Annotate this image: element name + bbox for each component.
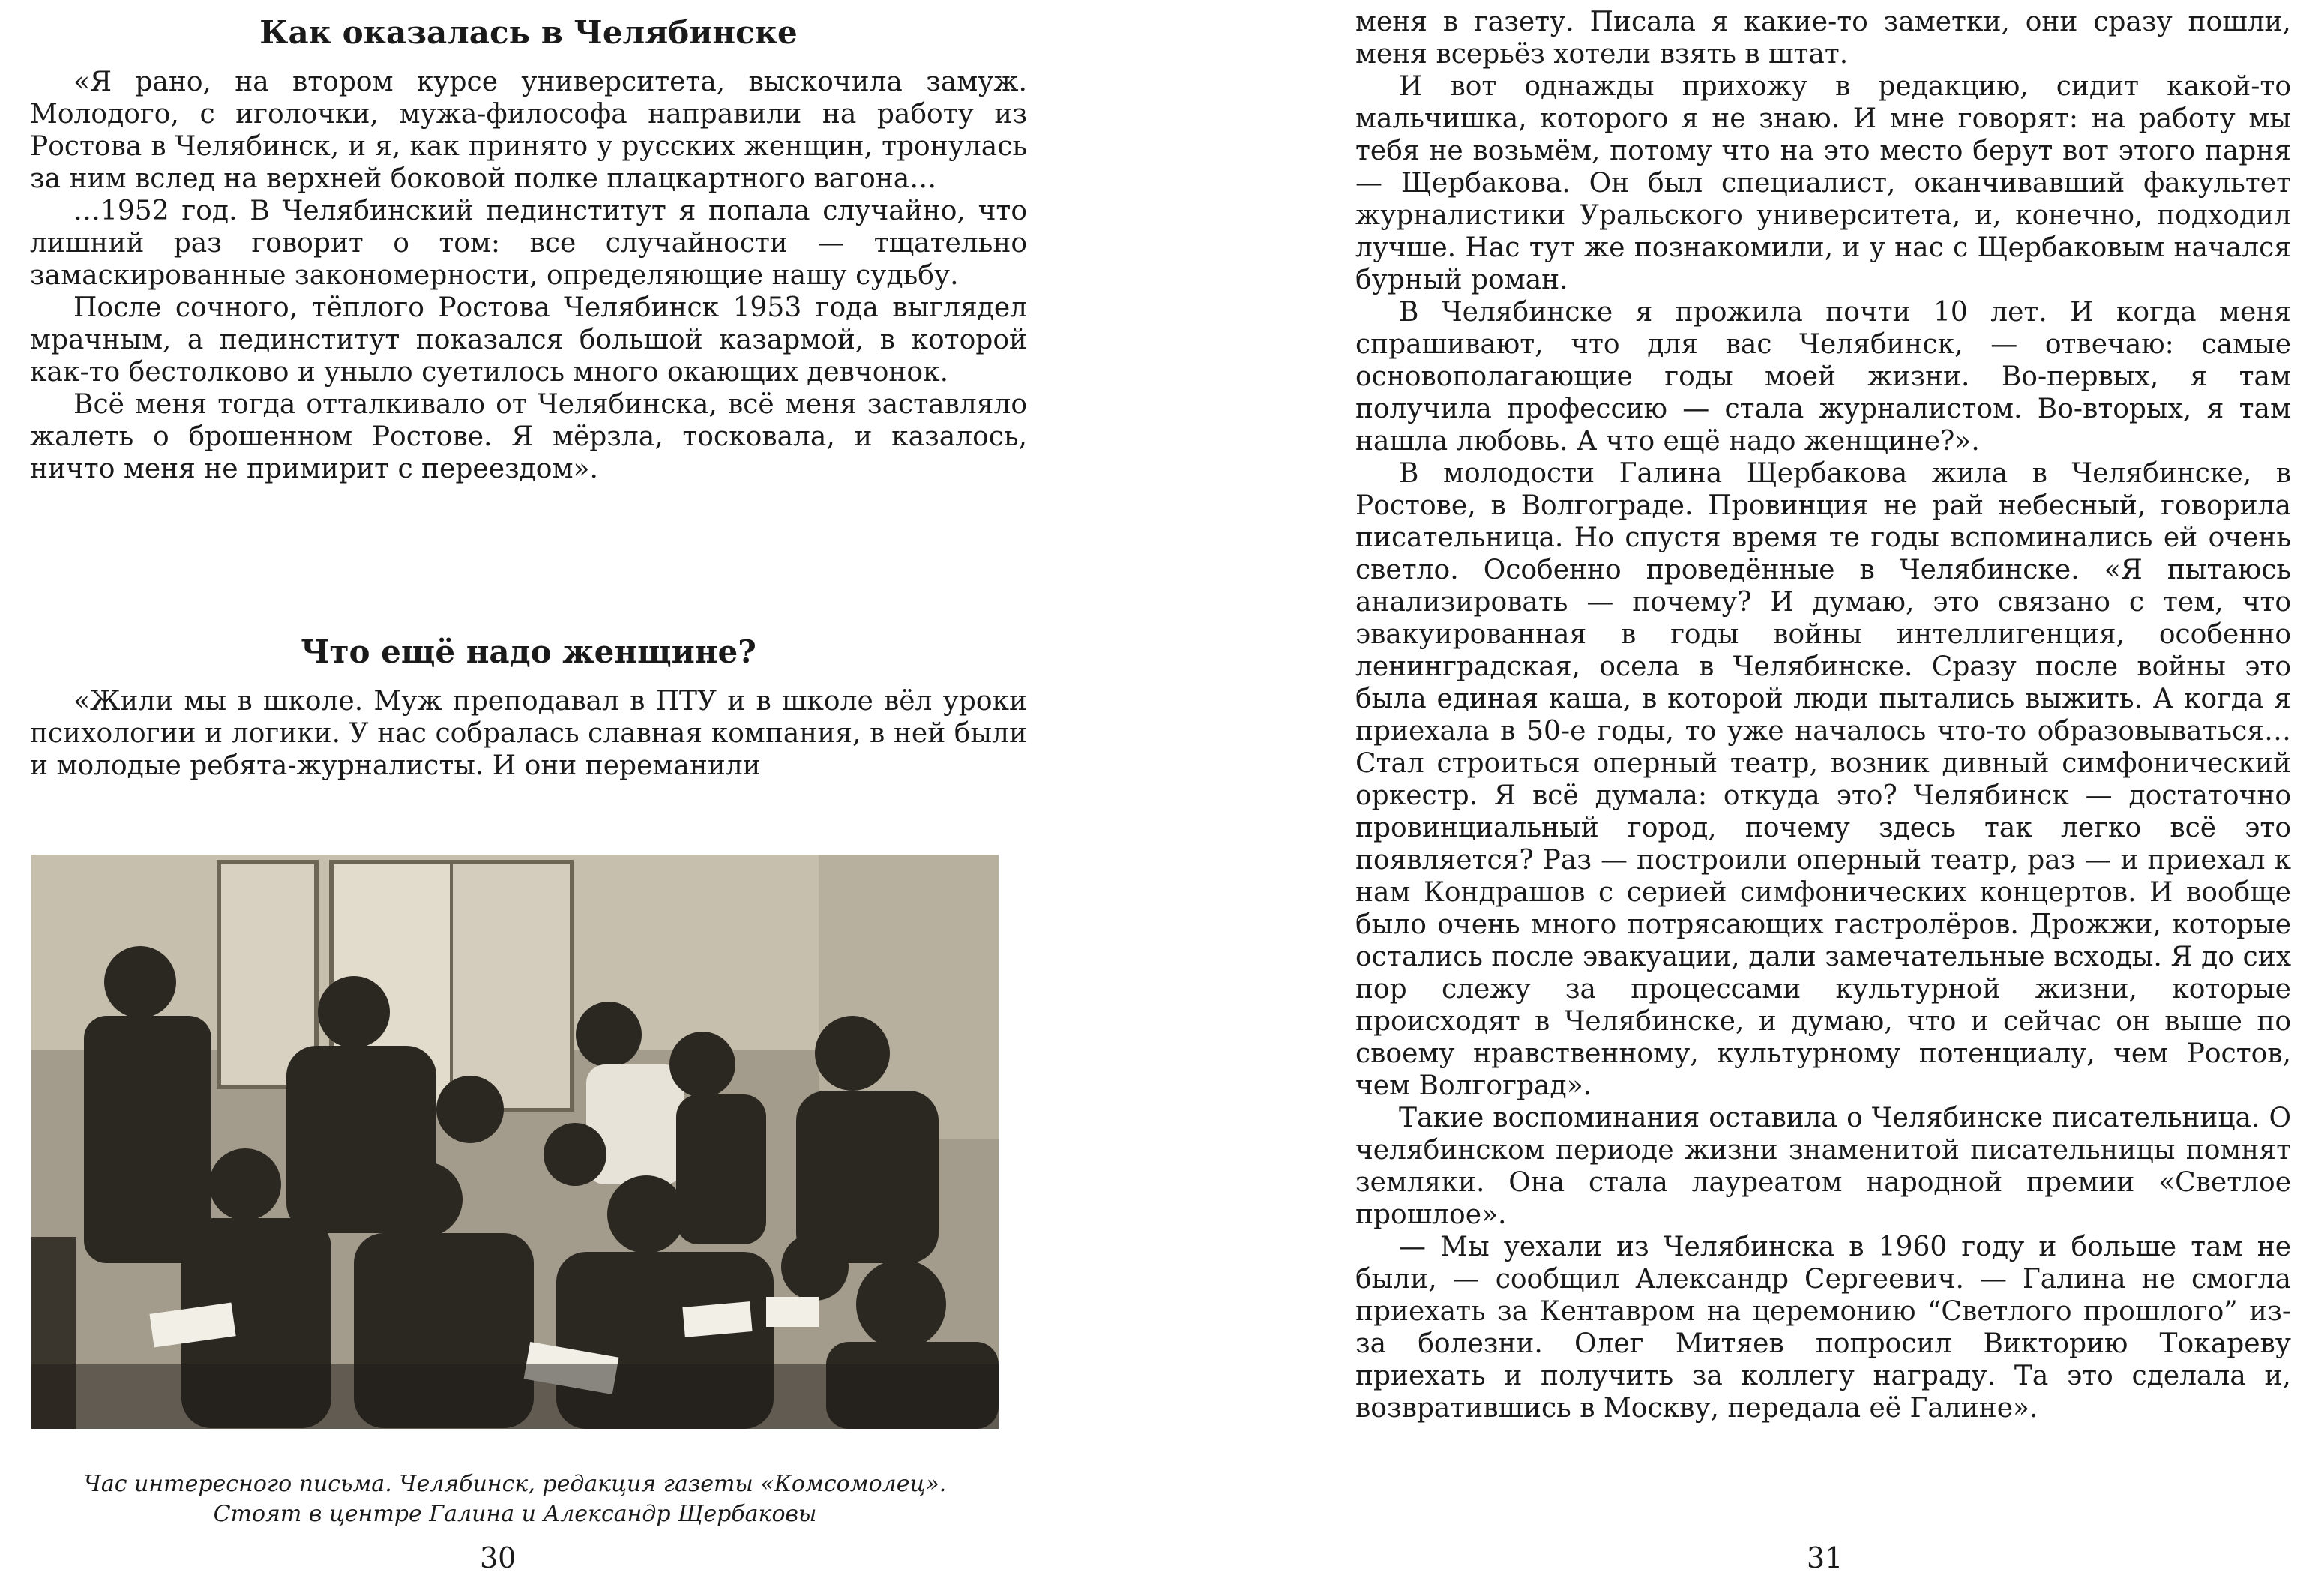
section-1-text xyxy=(30,66,1027,485)
paragraph: Всё меня тогда отталкивало от Челябинска, всё меня заставляло жалеть о брошенном Ростове. Я мёрзла, тосковала, и казалось, ничто меня не примирит с переездом». xyxy=(30,389,1027,484)
paragraph: «Жили мы в школе. Муж преподавал в ПТУ и в школе вёл уроки психологии и логики. У нас собралась славная компания, в ней были и молодые ребята-журналисты. И они переманили xyxy=(30,686,1027,781)
paragraph: «Я рано, на втором курсе университета, выскочила замуж. Молодого, с иголочки, мужа-философа направили на работу из Ростова в Челябинск, и я, как принято у русских женщин, тронулась за ним вслед на верхней боковой полке плацкартного вагона… xyxy=(30,67,1027,194)
section-heading-2: Что ещё надо женщине? xyxy=(301,633,756,670)
photo-caption xyxy=(31,1469,999,1529)
paragraph: …1952 год. В Челябинский пединститут я попала случайно, что лишний раз говорит о том: все случайности — тщательно замаскированные закономерности, определяющие нашу судьбу. xyxy=(30,196,1027,291)
caption-line-1: Час интересного письма. Челябинск, редакция газеты «Комсомолец». xyxy=(83,1471,947,1497)
right-page-text xyxy=(1355,6,2291,1424)
page-number-left: 30 xyxy=(480,1541,517,1574)
section-2-text xyxy=(30,685,1027,782)
newsroom-photo xyxy=(31,855,999,1429)
paragraph: меня в газету. Писала я какие-то заметки, они сразу пошли, меня всерьёз хотели взять в штат. xyxy=(1355,7,2291,70)
paragraph: — Мы уехали из Челябинска в 1960 году и больше там не были, — сообщил Александр Сергеевич. — Галина не смогла приехать за Кентавром на церемонию “Светлого прошлого” из-за болезни. Олег Митяев попросил Викторию Токареву приехать и получить за коллегу награду. Та это сделала и, возвратившись в Москву, передала её Галине». xyxy=(1355,1232,2291,1424)
paragraph: В молодости Галина Щербакова жила в Челябинске, в Ростове, в Волгограде. Провинция не рай небесный, говорила писательница. Но спустя время те годы вспоминались ей очень светло. Особенно проведённые в Челябинске. «Я пытаюсь анализировать — почему? И думаю, это связано с тем, что эвакуированная в годы войны интеллигенция, особенно ленинградская, осела в Челябинске. Сразу после войны это была единая каша, в которой люди пытались выжить. А когда я приехала в 50-е годы, то уже началось что-то образовываться… Стал строиться оперный театр, возник дивный симфонический оркестр. Я всё думала: откуда это? Челябинск — достаточно провинциальный город, почему здесь так легко всё это появляется? Раз — построили оперный театр, раз — и приехал к нам Кондрашов с серией симфонических концертов. И вообще было очень много потрясающих гастролёров. Дрожжи, которые остались после эвакуации, дали замечательные всходы. Я до сих пор слежу за процессами культурной жизни, которые происходят в Челябинске, и думаю, что и сейчас он выше по своему нравственному, культурному потенциалу, чем Ростов, чем Волгоград». xyxy=(1355,458,2291,1101)
right-page xyxy=(1162,0,2324,1593)
paragraph: После сочного, тёплого Ростова Челябинск 1953 года выглядел мрачным, а пединститут показался большой казармой, в которой как-то бестолково и уныло суетилось много окающих девчонок. xyxy=(30,292,1027,388)
page-number-right: 31 xyxy=(1807,1541,1843,1574)
paragraph: Такие воспоминания оставила о Челябинске писательница. О челябинском периоде жизни знаменитой писательницы помнят земляки. Она стала лауреатом народной премии «Светлое прошлое». xyxy=(1355,1103,2291,1230)
caption-line-2: Стоят в центре Галина и Александр Щербаковы xyxy=(213,1501,817,1527)
photo-illustration xyxy=(31,855,999,1429)
paragraph: И вот однажды прихожу в редакцию, сидит какой-то мальчишка, которого я не знаю. И мне говорят: на работу мы тебя не возьмём, потому что на это место берут вот этого парня — Щербакова. Он был специалист, оканчивавший факультет журналистики Уральского университета, и, конечно, подходил лучше. Нас тут же познакомили, и у нас с Щербаковым начался бурный роман. xyxy=(1355,71,2291,295)
section-heading-1: Как оказалась в Челябинске xyxy=(259,14,798,51)
paragraph: В Челябинске я прожила почти 10 лет. И когда меня спрашивают, что для вас Челябинск, — отвечаю: самые основополагающие годы моей жизни. Во-первых, я там получила профессию — стала журналистом. Во-вторых, я там нашла любовь. А что ещё надо женщине?». xyxy=(1355,297,2291,457)
